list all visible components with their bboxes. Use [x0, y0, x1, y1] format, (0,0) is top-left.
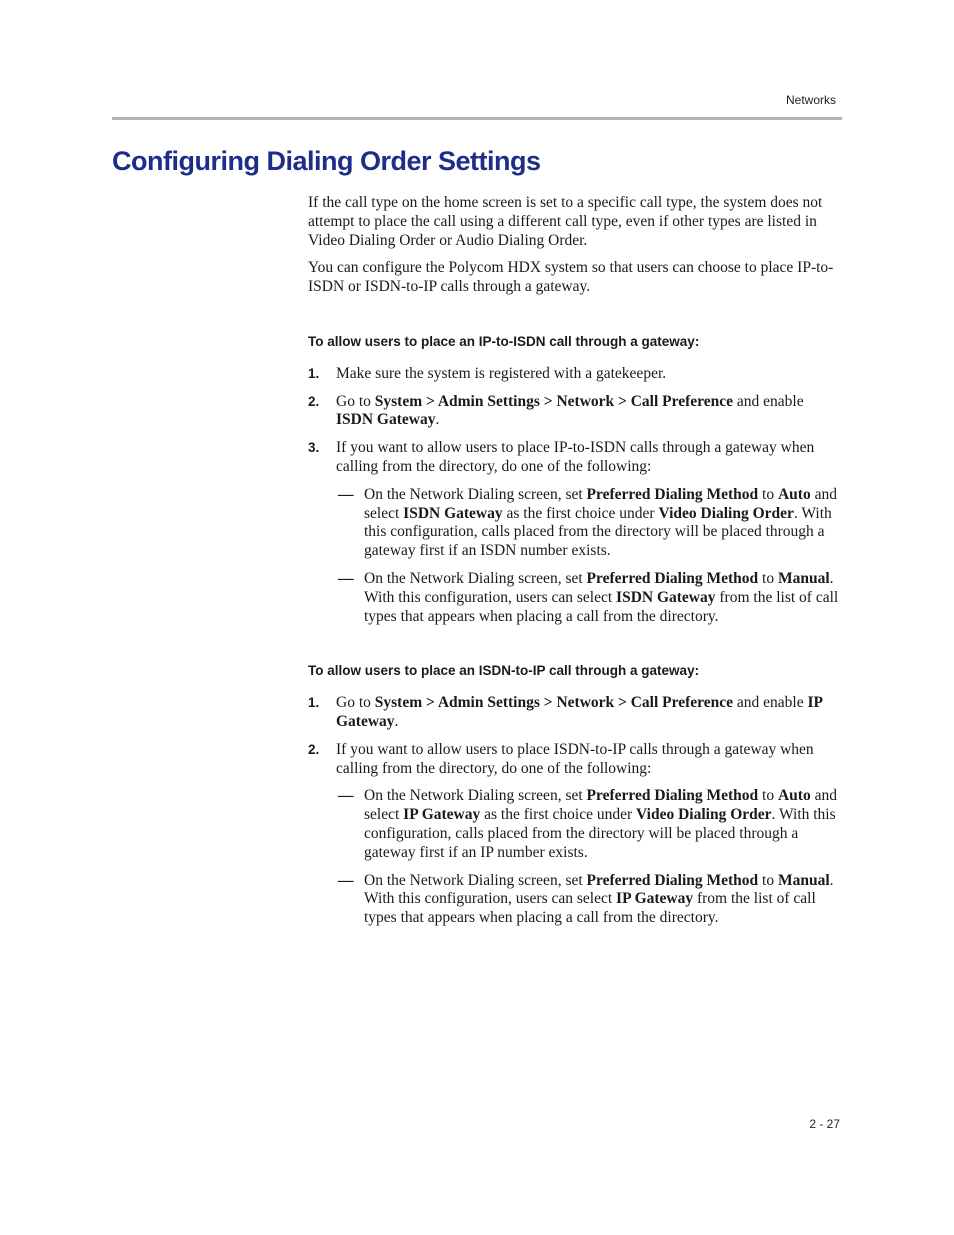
- body-content: [308, 194, 841, 937]
- dash-bullet: —: [338, 871, 354, 889]
- page-title: Configuring Dialing Order Settings: [112, 146, 541, 176]
- step-number: 2.: [308, 741, 320, 757]
- step-text: and enable: [733, 694, 808, 712]
- dash-bullet: —: [338, 485, 354, 503]
- procedure1-step-2: 2. Go to System > Admin Settings > Network > Call Preference and enable ISDN Gateway.: [308, 392, 804, 429]
- procedure1-step-3: [308, 439, 841, 626]
- setting-name: ISDN Gateway: [336, 411, 436, 429]
- procedure1-option-manual: — On the Network Dialing screen, set Preferred Dialing Method to Manual. With this configuration, users can select ISDN Gateway from the list of call types that appears when placing a call from the directory.: [338, 569, 839, 625]
- intro-paragraph-2: You can configure the Polycom HDX system so that users can choose to place IP-to-ISDN or ISDN-to-IP calls through a gateway.: [308, 259, 834, 296]
- page-number: 2 - 27: [809, 1117, 840, 1131]
- step-number: 1.: [308, 695, 320, 711]
- procedure2-step-1: 1. Go to System > Admin Settings > Network > Call Preference and enable IP Gateway.: [308, 694, 823, 730]
- intro-paragraph-1: If the call type on the home screen is set to a specific call type, the system does not attempt to place the call using a different call type, even if other types are listed in Video Dialing Order or Audio Dialing Order.: [308, 194, 823, 249]
- step-text: Go to: [336, 694, 375, 712]
- menu-path: System > Admin Settings > Network > Call Preference: [374, 392, 734, 410]
- procedure2-option-manual: — On the Network Dialing screen, set Preferred Dialing Method to Manual. With this configuration, users can select IP Gateway from the list of call types that appears when placing a call from the directory.: [338, 871, 834, 927]
- step-text: Go to: [336, 392, 375, 410]
- dash-bullet: —: [338, 787, 354, 805]
- dash-bullet: —: [338, 569, 354, 587]
- procedure1-option-auto: — On the Network Dialing screen, set Preferred Dialing Method to Auto and select ISDN Gateway as the first choice under Video Dialing Order. With this configuration, calls placed from the directory will be placed through a gateway first if an ISDN number exists.: [338, 485, 837, 560]
- header-rule: [112, 117, 842, 120]
- step-number: 1.: [308, 365, 320, 381]
- step-number: 2.: [308, 393, 320, 409]
- procedure2-step-2: [308, 741, 841, 928]
- step-text: If you want to allow users to place ISDN-to-IP calls through a gateway when calling from the directory, do one of the following:: [336, 740, 814, 777]
- step-text: and enable: [733, 392, 804, 410]
- step-text: If you want to allow users to place IP-to-ISDN calls through a gateway when calling from the directory, do one of the following:: [336, 439, 815, 475]
- procedure1-step-1: [308, 365, 841, 384]
- step-number: 3.: [308, 440, 320, 456]
- setting-name: IP Gateway: [336, 694, 823, 730]
- step-text: Make sure the system is registered with a gatekeeper.: [336, 364, 667, 382]
- procedure2-option-auto: — On the Network Dialing screen, set Preferred Dialing Method to Auto and select IP Gateway as the first choice under Video Dialing Order. With this configuration, calls placed from the directory will be placed through a gateway first if an IP number exists.: [338, 787, 837, 861]
- procedure-title-ip-to-isdn: To allow users to place an IP-to-ISDN call through a gateway:: [308, 333, 700, 349]
- menu-path: System > Admin Settings > Network > Call Preference: [374, 694, 734, 712]
- procedure-title-isdn-to-ip: To allow users to place an ISDN-to-IP call through a gateway:: [308, 663, 700, 679]
- running-header: Networks: [785, 93, 836, 107]
